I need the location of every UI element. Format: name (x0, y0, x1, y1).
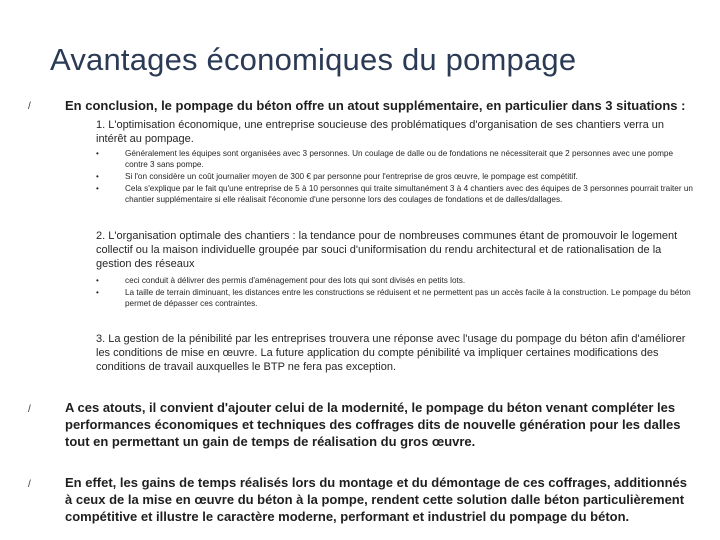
modernity-paragraph: A ces atouts, il convient d'ajouter celui de la modernité, le pompage du béton venant compléter les performances économiques et techniques des coffrages dits de nouvelle génération pour les dalles tout en permettant un gain de temps de réalisation du gros œuvre. (65, 400, 681, 449)
time-gain-paragraph: En effet, les gains de temps réalisés lors du montage et du démontage de ces coffrages, additionnés à ceux de la mise en œuvre du béton à la pompe, rendent cette solution dalle béton particulièrement compétitive et illustre le caractère moderne, performant et industriel du pompage du béton. (65, 475, 687, 524)
bullet-dot: • (96, 184, 99, 193)
bullet-marker: / (28, 404, 31, 415)
list-item: • Si l'on considère un coût journalier moyen de 300 € par personne pour l'entreprise de gros œuvre, le pompage est compétitif. (96, 172, 578, 181)
list-item: • Cela s'explique par le fait qu'une entreprise de 5 à 10 personnes qui traite simultanément 3 à 4 chantiers avec des équipes de 3 personnes pourrait traiter un chantier supplémentaire si elle réalisait l'économie d'une personne lors des coulages de fondations et de dalles/dallages. (96, 184, 693, 204)
list-item: • La taille de terrain diminuant, les distances entre les constructions se réduisent et ne permettent pas un accès facile à la construction. Le pompage du béton permet de dépasser ces contraintes. (96, 288, 691, 308)
intro-paragraph: En conclusion, le pompage du béton offre un atout supplémentaire, en particulier dans 3 situations : (65, 98, 686, 113)
list-item: • ceci conduit à délivrer des permis d'aménagement pour des lots qui sont divisés en petits lots. (96, 276, 466, 285)
situation-1-points (96, 148, 696, 206)
bullet-marker: / (28, 101, 31, 112)
situation-2-heading: 2. L'organisation optimale des chantiers : la tendance pour de nombreuses communes étant de promouvoir le logement collectif ou la maison individuelle groupée par souci d'uniformisation du rendu architectural et de rationalisation de la gestion des réseaux (96, 230, 678, 270)
situation-3-heading: 3. La gestion de la pénibilité par les entreprises trouvera une réponse avec l'usage du pompage du béton afin d'améliorer les conditions de mise en œuvre. La future application du compte pénibilité va impliquer certaines modifications des conditions de travail auxquelles le BTP ne fera pas exception. (96, 333, 686, 373)
list-item: • Généralement les équipes sont organisées avec 3 personnes. Un coulage de dalle ou de fondations ne nécessiterait que 2 personnes avec une pompe contre 3 sans pompe. (96, 149, 674, 169)
bullet-dot: • (96, 172, 99, 181)
situation-2-points (96, 275, 696, 310)
bullet-dot: • (96, 276, 99, 285)
bullet-dot: • (96, 149, 99, 158)
situation-1-heading: 1. L'optimisation économique, une entreprise soucieuse des problématiques d'organisation de ses chantiers verra un intérêt au pompage. (96, 119, 664, 145)
bullet-marker: / (28, 479, 31, 490)
bullet-dot: • (96, 288, 99, 297)
page-title: Avantages économiques du pompage (50, 42, 577, 77)
